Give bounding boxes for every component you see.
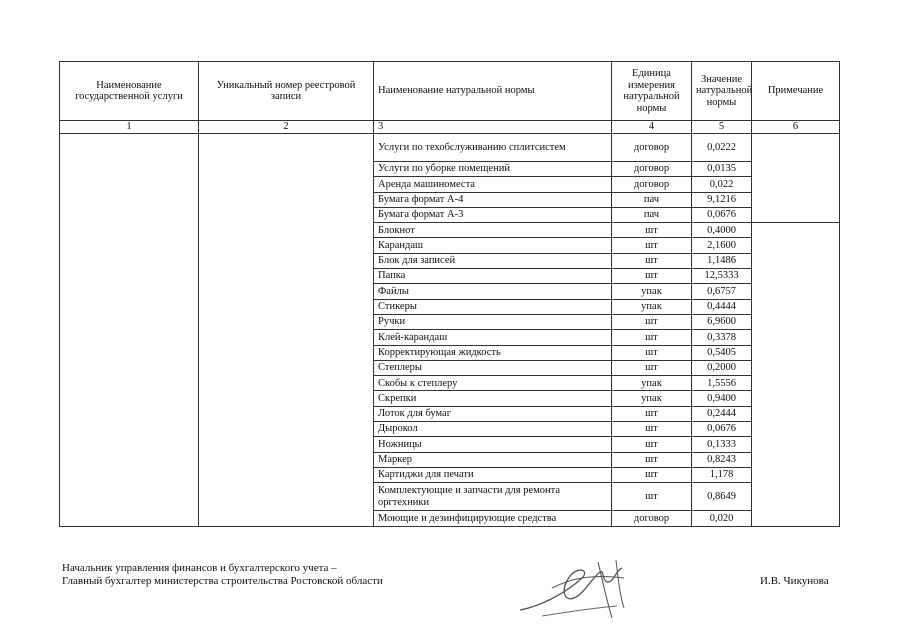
norm-unit: шт: [612, 360, 692, 375]
norm-value: 0,4444: [692, 299, 752, 314]
natural-norms-table: [59, 61, 840, 527]
norm-value: 0,3378: [692, 330, 752, 345]
norm-unit: шт: [612, 330, 692, 345]
column-number: 5: [692, 121, 752, 134]
norm-unit: договор: [612, 162, 692, 177]
norm-unit: упак: [612, 284, 692, 299]
norm-value: 0,0676: [692, 422, 752, 437]
norm-name: Бумага формат А-3: [374, 207, 612, 222]
norm-unit: шт: [612, 452, 692, 467]
norm-name: Комплектующие и запчасти для ремонта оргтехники: [374, 483, 612, 511]
table-row: [60, 134, 840, 162]
header-note: Примечание: [752, 62, 840, 121]
norm-value: 0,9400: [692, 391, 752, 406]
header-value: Значение натуральной нормы: [692, 62, 752, 121]
header-row: [60, 62, 840, 121]
norm-unit: шт: [612, 238, 692, 253]
norm-value: 0,1333: [692, 437, 752, 452]
norm-value: 9,1216: [692, 192, 752, 207]
norm-name: Аренда машиноместа: [374, 177, 612, 192]
handwritten-signature: [512, 548, 642, 624]
norm-value: 0,2000: [692, 360, 752, 375]
norm-unit: шт: [612, 483, 692, 511]
norm-unit: договор: [612, 511, 692, 526]
norm-unit: шт: [612, 437, 692, 452]
norm-name: Дырокол: [374, 422, 612, 437]
norm-unit: шт: [612, 223, 692, 238]
norm-value: 1,178: [692, 467, 752, 482]
header-service-name: Наименование государственной услуги: [60, 62, 199, 121]
norm-unit: упак: [612, 299, 692, 314]
norm-value: 1,5556: [692, 376, 752, 391]
norm-name: Маркер: [374, 452, 612, 467]
norm-name: Клей-карандаш: [374, 330, 612, 345]
norm-unit: шт: [612, 314, 692, 329]
norm-unit: пач: [612, 207, 692, 222]
norm-unit: договор: [612, 134, 692, 162]
norm-name: Скобы к степлеру: [374, 376, 612, 391]
norm-name: Лоток для бумаг: [374, 406, 612, 421]
norm-value: 0,022: [692, 177, 752, 192]
norm-value: 2,1600: [692, 238, 752, 253]
header-unit: Единица измерения натуральной нормы: [612, 62, 692, 121]
norm-unit: упак: [612, 391, 692, 406]
header-norm-name: Наименование натуральной нормы: [374, 62, 612, 121]
signer-position-line2: Главный бухгалтер министерства строительства Ростовской области: [62, 575, 383, 587]
norm-unit: шт: [612, 406, 692, 421]
norm-value: 1,1486: [692, 253, 752, 268]
norm-value: 6,9600: [692, 314, 752, 329]
norm-name: Блок для записей: [374, 253, 612, 268]
norm-value: 0,8243: [692, 452, 752, 467]
norm-name: Ножницы: [374, 437, 612, 452]
norm-value: 0,6757: [692, 284, 752, 299]
registry-number-cell: [199, 134, 374, 527]
norm-unit: договор: [612, 177, 692, 192]
norm-unit: пач: [612, 192, 692, 207]
norm-name: Файлы: [374, 284, 612, 299]
signer-position-line1: Начальник управления финансов и бухгалтерского учета –: [62, 562, 337, 574]
column-number: 6: [752, 121, 840, 134]
note-cell: [752, 134, 840, 223]
norm-value: 12,5333: [692, 269, 752, 284]
norm-value: 0,020: [692, 511, 752, 526]
norm-value: 0,2444: [692, 406, 752, 421]
column-number-row: [60, 121, 840, 134]
norm-name: Картиджи для печати: [374, 467, 612, 482]
signer-name: И.В. Чикунова: [760, 575, 829, 587]
norm-name: Степлеры: [374, 360, 612, 375]
norm-name: Услуги по техобслуживанию сплитсистем: [374, 134, 612, 162]
note-cell: [752, 223, 840, 526]
norm-unit: шт: [612, 269, 692, 284]
column-number: 3: [374, 121, 612, 134]
norm-name: Бумага формат А-4: [374, 192, 612, 207]
norm-name: Моющие и дезинфицирующие средства: [374, 511, 612, 526]
header-registry-number: Уникальный номер реестровой записи: [199, 62, 374, 121]
norm-name: Корректирующая жидкость: [374, 345, 612, 360]
service-name-cell: [60, 134, 199, 527]
norm-value: 0,0676: [692, 207, 752, 222]
column-number: 1: [60, 121, 199, 134]
norm-unit: шт: [612, 467, 692, 482]
norm-name: Ручки: [374, 314, 612, 329]
norm-unit: шт: [612, 345, 692, 360]
norm-name: Блокнот: [374, 223, 612, 238]
norm-value: 0,8649: [692, 483, 752, 511]
column-number: 4: [612, 121, 692, 134]
norm-name: Стикеры: [374, 299, 612, 314]
norm-value: 0,5405: [692, 345, 752, 360]
norm-value: 0,0222: [692, 134, 752, 162]
column-number: 2: [199, 121, 374, 134]
norm-name: Услуги по уборке помещений: [374, 162, 612, 177]
norm-value: 0,0135: [692, 162, 752, 177]
norm-value: 0,4000: [692, 223, 752, 238]
norm-unit: упак: [612, 376, 692, 391]
norm-name: Карандаш: [374, 238, 612, 253]
signature-block: [62, 562, 383, 588]
norm-name: Скрепки: [374, 391, 612, 406]
norm-unit: шт: [612, 253, 692, 268]
norm-name: Папка: [374, 269, 612, 284]
norm-unit: шт: [612, 422, 692, 437]
